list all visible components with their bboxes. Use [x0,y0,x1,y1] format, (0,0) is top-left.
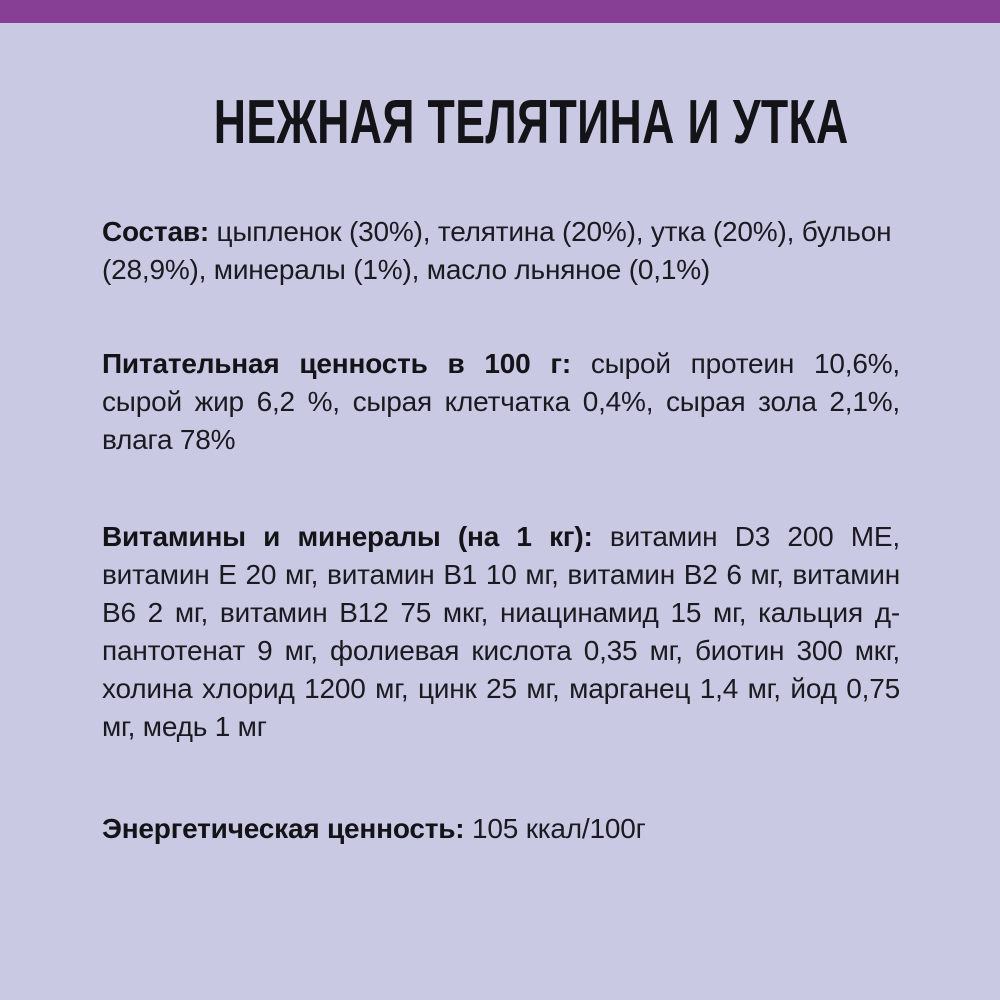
section-energy-value [102,810,900,848]
section-composition-text: цыпленок (30%), телятина (20%), утка (20%), бульон (28,9%), минералы (1%), масло льняное (0,1%) [102,216,892,285]
section-composition-lead: Состав: [102,216,209,247]
label-content [0,88,1000,848]
section-composition [102,213,900,289]
section-energy-value-text: 105 ккал/100г [472,813,646,844]
section-nutritional-value-lead: Питательная ценность в 100 г: [102,348,571,379]
section-vitamins-minerals [102,518,900,746]
section-nutritional-value [102,345,900,459]
section-nutritional-value-text: сырой протеин 10,6%, сырой жир 6,2 %, сырая клетчатка 0,4%, сырая зола 2,1%, влага 78% [102,348,900,455]
section-vitamins-minerals-text: витамин D3 200 МЕ, витамин Е 20 мг, витамин В1 10 мг, витамин В2 6 мг, витамин В6 2 мг, витамин В12 75 мкг, ниацинамид 15 мг, кальция д-пантотенат 9 мг, фолиевая кислота 0,35 мг, биотин 300 мкг, холина хлорид 1200 мг, цинк 25 мг, марганец 1,4 мг, йод 0,75 мг, медь 1 мг [102,521,900,742]
section-energy-value-lead: Энергетическая ценность: [102,813,465,844]
section-vitamins-minerals-lead: Витамины и минералы (на 1 кг): [102,521,593,552]
product-title: НЕЖНАЯ ТЕЛЯТИНА И УТКА [213,88,849,157]
top-accent-bar [0,0,1000,23]
